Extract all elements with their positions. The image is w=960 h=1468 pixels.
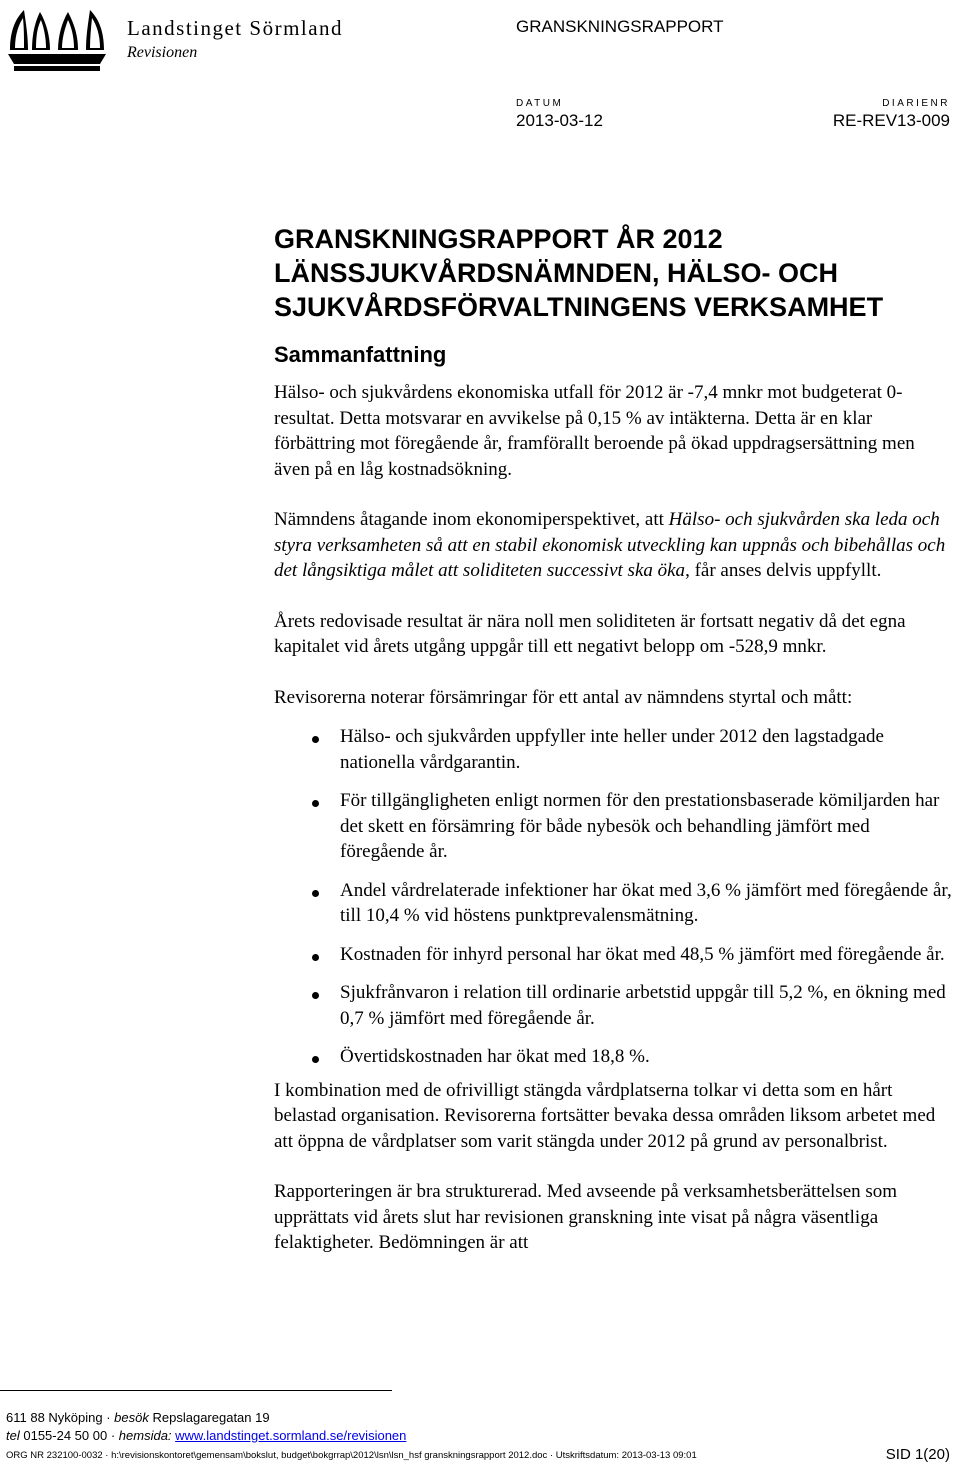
diarie-value: RE-REV13-009 — [832, 111, 950, 130]
bullet-icon — [312, 800, 319, 807]
list-item: Hälso- och sjukvården uppfyller inte heller under 2012 den lagstadgade nationella vårdgarantin. — [274, 724, 954, 775]
paragraph-organisation: I kombination med de ofrivilligt stängda vårdplatserna tolkar vi detta som en hårt belastad organisation. Revisorerna fortsätter bevaka dessa områden liksom arbetet med att öppna de vårdplatser som varit stängda under 2012 på grund av personalbrist. — [274, 1079, 936, 1152]
bullet-icon — [312, 954, 319, 961]
bullet-icon — [312, 992, 319, 999]
org-subtitle: Revisionen — [127, 44, 198, 61]
paragraph-equity: Årets redovisade resultat är nära noll men soliditeten är fortsatt negativ då det egna kapitalet vid årets utgång uppgår till ett negativt belopp om -528,9 mnkr. — [274, 610, 906, 657]
list-item: Andel vårdrelaterade infektioner har ökat med 3,6 % jämfört med föregående år, till 10,4 % vid höstens punktprevalensmätning. — [274, 878, 954, 929]
footer-org-number: ORG NR 232100-0032 · h:\revisionskontoret\gemensam\bokslut, budget\bokgrrap\2012\lsn\lsn_hsf granskningsrapport 2012.doc · Utskriftsdatum: 2013-03-13 09:01 — [6, 1450, 697, 1461]
report-body — [274, 380, 954, 1256]
bullet-icon — [312, 1056, 319, 1063]
list-item: Kostnaden för inhyrd personal har ökat med 48,5 % jämfört med föregående år. — [274, 942, 954, 968]
footer-address — [6, 1409, 406, 1445]
list-item: För tillgängligheten enligt normen för den prestationsbaserade kömiljarden har det skett en försämring för både nybesök och behandling jämfört med föregående år. — [274, 788, 954, 865]
list-item: Sjukfrånvaron i relation till ordinarie arbetstid uppgår till 5,2 %, en ökning med 0,7 % jämfört med föregående år. — [274, 980, 954, 1031]
bullet-icon — [312, 890, 319, 897]
report-title — [274, 222, 954, 324]
page-number: SID 1(20) — [885, 1446, 950, 1463]
paragraph-commitment-goal: Hälso- och sjukvården ska leda och styra verksamheten så att en stabil ekonomisk utveckling kan uppnås och bibehållas och det långsiktiga målet att soliditeten successivt ska öka — [274, 509, 946, 581]
footer-divider — [0, 1390, 392, 1391]
website-link[interactable]: www.landstinget.sormland.se/revisionen — [175, 1428, 407, 1443]
title-line-1: GRANSKNINGSRAPPORT ÅR 2012 — [274, 224, 723, 254]
landstinget-logo-icon — [6, 6, 108, 74]
date-value: 2013-03-12 — [516, 111, 603, 130]
summary-heading: Sammanfattning — [274, 342, 447, 367]
paragraph-result: Hälso- och sjukvårdens ekonomiska utfall för 2012 är -7,4 mnkr mot budgeterat 0-resultat. Detta motsvarar en avvikelse på 0,15 % av intäkterna. Detta är en klar förbättring mot föregående år, framförallt beroende på ökad uppdragsersättning men även på en låg kostnadsökning. — [274, 382, 915, 480]
footer-contact-line: tel 0155-24 50 00 · hemsida: www.landstinget.sormland.se/revisionen — [6, 1428, 407, 1443]
paragraph-deterioration: Revisorerna noterar försämringar för ett antal av nämndens styrtal och mått: — [274, 686, 853, 708]
org-name: Landstinget Sörmland — [127, 16, 344, 40]
paragraph-commitment — [274, 507, 954, 584]
document-type: GRANSKNINGSRAPPORT — [516, 17, 724, 36]
list-item: Övertidskostnaden har ökat med 18,8 %. — [274, 1044, 954, 1070]
date-label: DATUM — [516, 98, 564, 109]
paragraph-commitment-lead: Nämndens åtagande inom ekonomiperspektivet, att — [274, 509, 669, 530]
bullet-icon — [312, 736, 319, 743]
deterioration-list — [274, 724, 954, 1070]
paragraph-reporting: Rapporteringen är bra strukturerad. Med avseende på verksamhetsberättelsen som upprättats vid årets slut har revisionen granskning inte visat på några väsentliga felaktigheter. Bedömningen är att — [274, 1181, 898, 1253]
footer-address-line: 611 88 Nyköping · besök Repslagaregatan 19 — [6, 1410, 270, 1425]
diarie-label: DIARIENR — [882, 98, 950, 109]
paragraph-commitment-tail: , får anses delvis uppfyllt. — [685, 560, 882, 581]
title-line-3: SJUKVÅRDSFÖRVALTNINGENS VERKSAMHET — [274, 292, 884, 322]
title-line-2: LÄNSSJUKVÅRDSNÄMNDEN, HÄLSO- OCH — [274, 258, 839, 288]
